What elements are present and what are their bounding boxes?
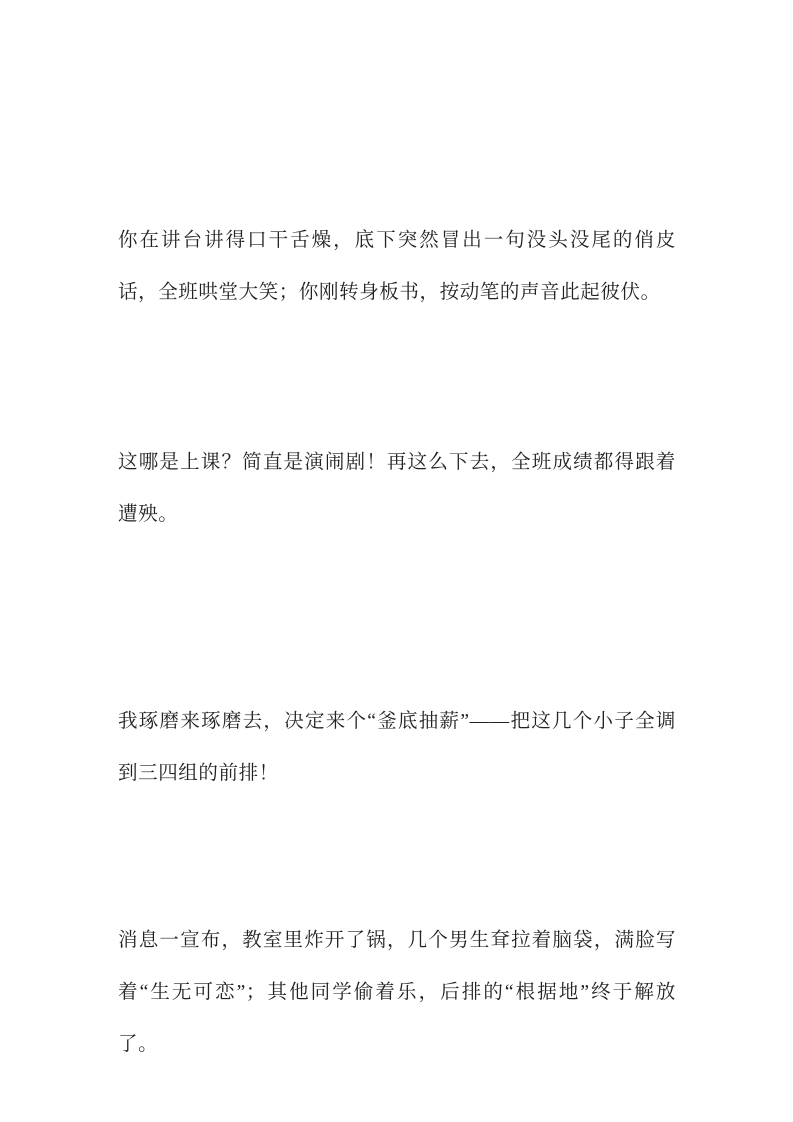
paragraph-4: 消息一宣布，教室里炸开了锅，几个男生耷拉着脑袋，满脸写着“生无可恋”；其他同学偷着乐，后排的“根据地”终于解放了。 (118, 930, 676, 1055)
document-body (118, 215, 676, 1071)
paragraph-spacer (118, 800, 676, 915)
paragraph-spacer (118, 541, 676, 696)
paragraph-spacer (118, 319, 676, 437)
paragraph-3: 我琢磨来琢磨去，决定来个“釜底抽薪”——把这几个小子全调到三四组的前排！ (118, 711, 676, 784)
paragraph-1: 你在讲台讲得口干舌燥，底下突然冒出一句没头没尾的俏皮话，全班哄堂大笑；你刚转身板书，按动笔的声音此起彼伏。 (118, 230, 676, 303)
paragraph-2: 这哪是上课？简直是演闹剧！再这么下去，全班成绩都得跟着遭殃。 (118, 452, 676, 525)
